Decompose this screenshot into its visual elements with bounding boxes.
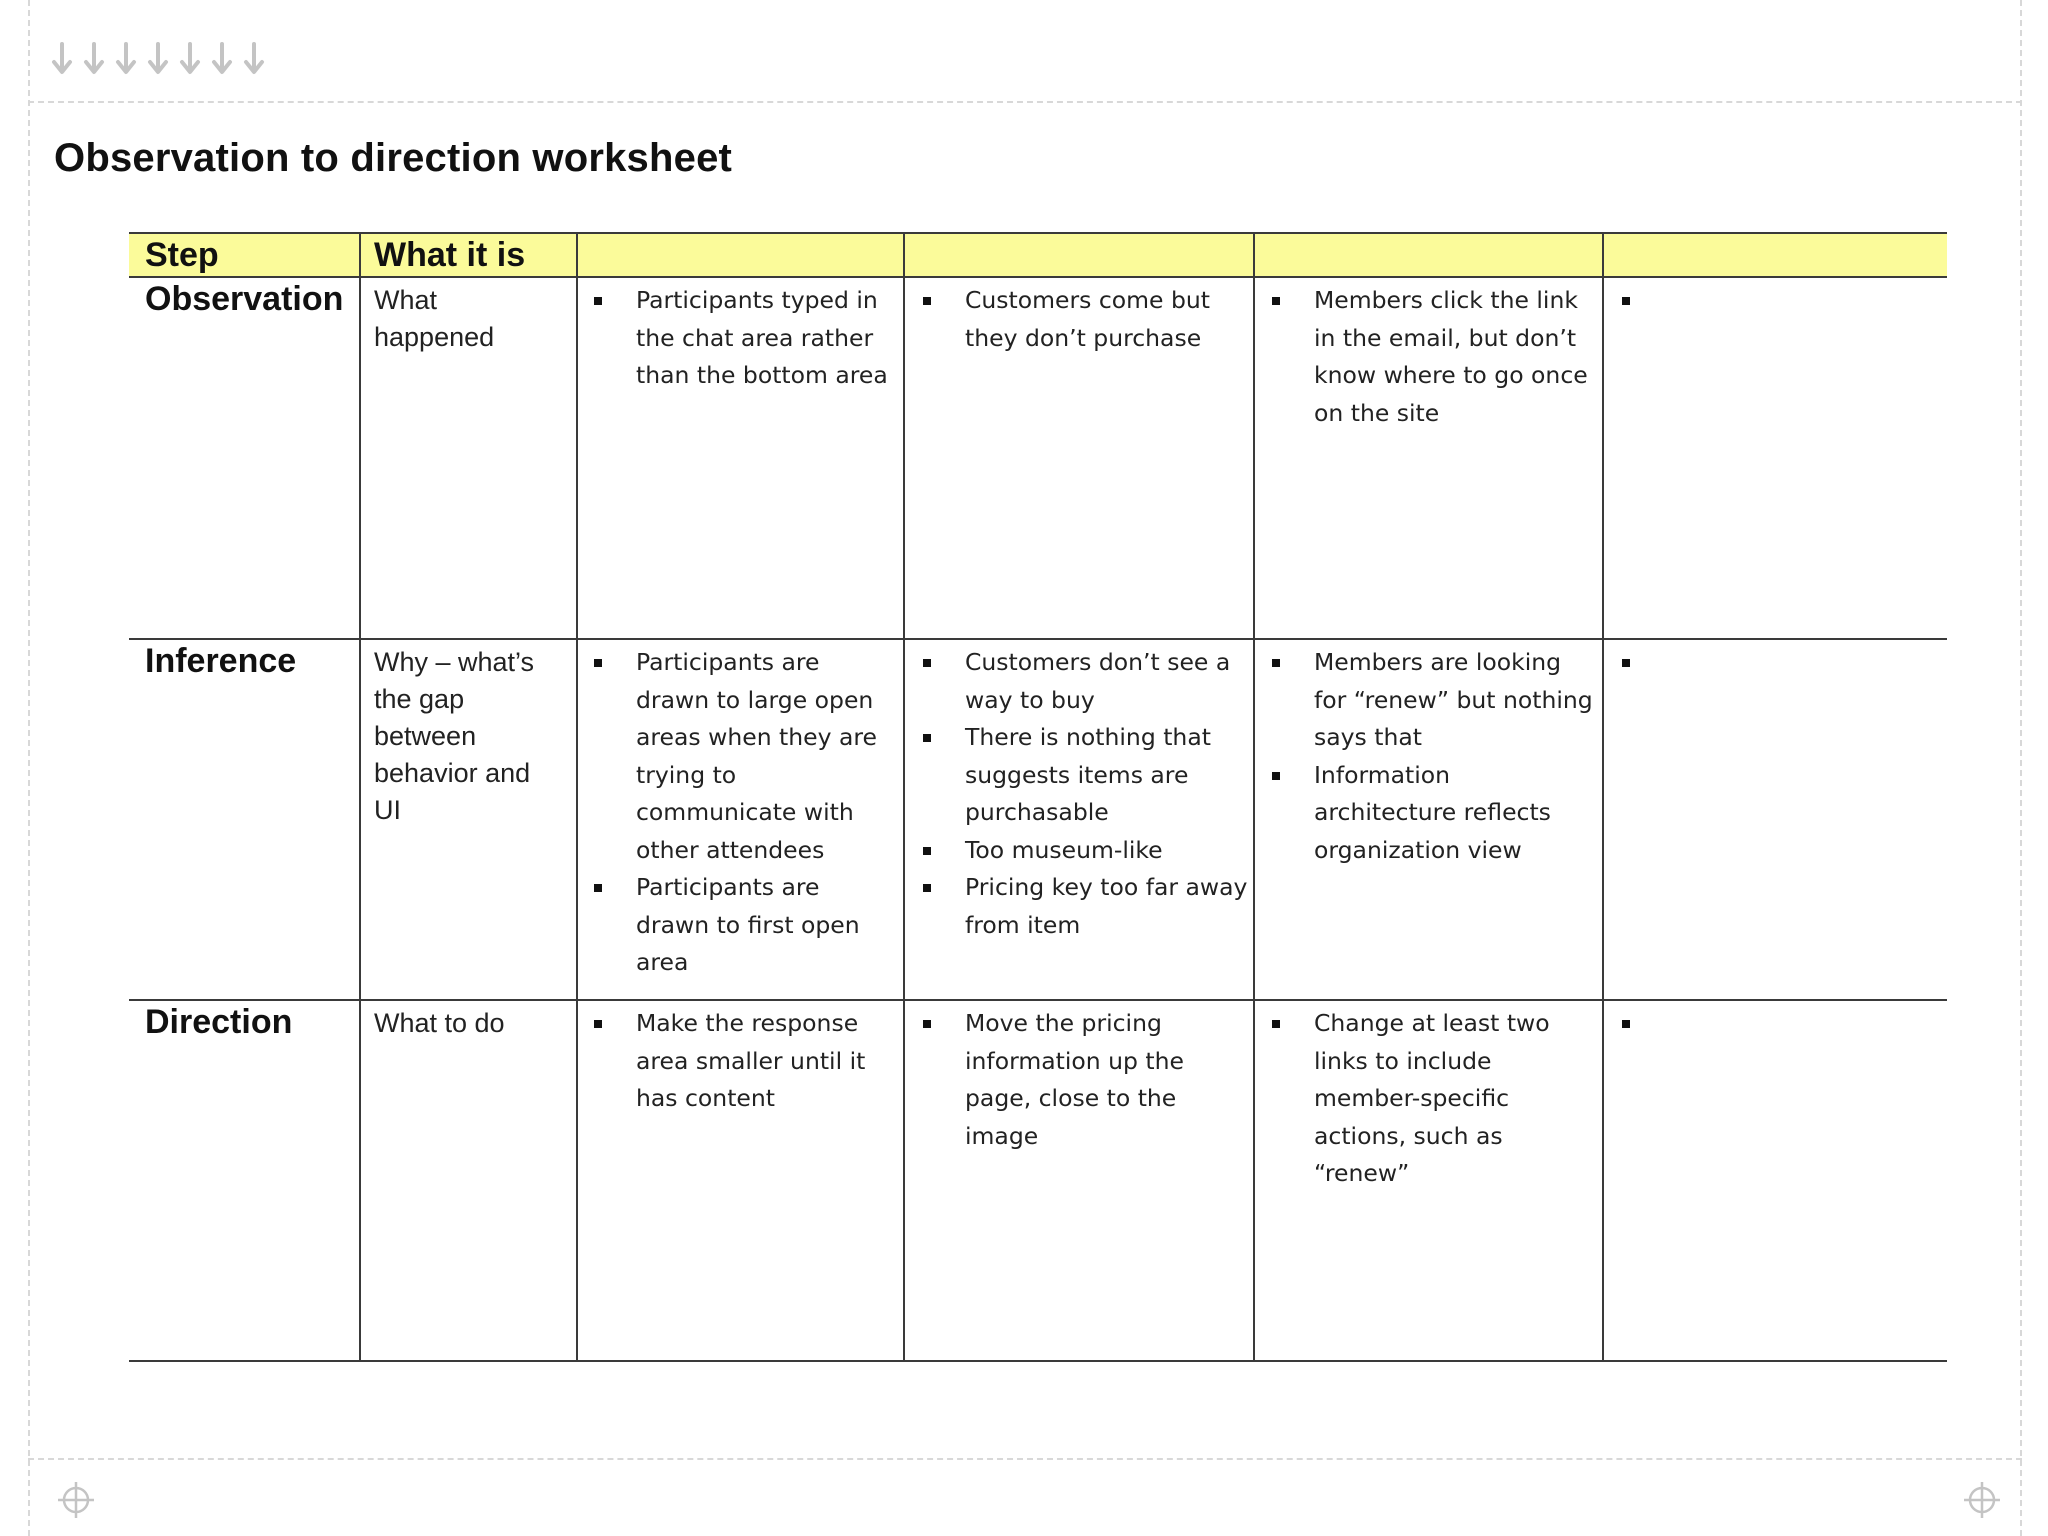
list-item: Members are looking for “renew” but nothing says that [1268, 644, 1598, 757]
tab-stop-arrow-icon[interactable] [114, 42, 138, 76]
worksheet-table [129, 232, 1947, 1362]
bullet-icon [1622, 297, 1630, 305]
cell-inference-2 [919, 644, 1249, 944]
bullet-icon [1272, 1020, 1280, 1028]
bullet-icon [923, 659, 931, 667]
rule-bottom [129, 1360, 1947, 1362]
bullet-icon [594, 297, 602, 305]
list-item: Change at least two links to include member-specific actions, such as “renew” [1268, 1005, 1598, 1193]
rule-row-1 [129, 638, 1947, 640]
crosshair-icon[interactable] [56, 1480, 96, 1520]
list-item: Pricing key too far away from item [919, 869, 1249, 944]
tab-stop-arrow-icon[interactable] [50, 42, 74, 76]
bullet-icon [1622, 659, 1630, 667]
cell-direction-1 [590, 1005, 900, 1118]
rule-row-2 [129, 999, 1947, 1001]
bullet-icon [1272, 297, 1280, 305]
tab-stop-arrow-icon[interactable] [242, 42, 266, 76]
step-direction: Direction [145, 1003, 293, 1041]
bullet-icon [1272, 659, 1280, 667]
guide-top [28, 101, 2022, 103]
list-item: Customers don’t see a way to buy [919, 644, 1249, 719]
what-inference: Why – what’s the gap between behavior and UI [374, 647, 535, 825]
cell-observation-3 [1268, 282, 1598, 432]
header-what-it-is: What it is [374, 236, 526, 274]
tab-stop-arrow-icon[interactable] [178, 42, 202, 76]
cell-inference-1 [590, 644, 900, 982]
rule-header-bottom [129, 276, 1947, 278]
tab-stop-arrow-icon[interactable] [210, 42, 234, 76]
tab-stop-arrow-icon[interactable] [146, 42, 170, 76]
guide-bottom [28, 1458, 2022, 1460]
bullet-icon [923, 847, 931, 855]
step-inference: Inference [145, 642, 297, 680]
cell-direction-3 [1268, 1005, 1598, 1193]
cell-observation-2 [919, 282, 1249, 357]
rule-col-3 [903, 232, 905, 1362]
list-item: There is nothing that suggests items are purchasable [919, 719, 1249, 832]
bullet-icon [923, 884, 931, 892]
rule-col-2 [576, 232, 578, 1362]
list-item: Participants are drawn to large open areas when they are trying to communicate with other attendees [590, 644, 900, 869]
rule-col-4 [1253, 232, 1255, 1362]
what-direction: What to do [374, 1008, 505, 1038]
what-observation: What happened [374, 285, 495, 352]
rule-col-1 [359, 232, 361, 1362]
cell-observation-1 [590, 282, 900, 395]
tab-stop-arrow-icon[interactable] [82, 42, 106, 76]
list-item: Participants are drawn to first open area [590, 869, 900, 982]
header-step: Step [145, 236, 219, 274]
bullet-icon [923, 1020, 931, 1028]
list-item: Make the response area smaller until it has content [590, 1005, 900, 1118]
bullet-icon [923, 734, 931, 742]
rule-top [129, 232, 1947, 234]
bullet-icon [1272, 772, 1280, 780]
tab-stops [50, 42, 266, 76]
list-item: Members click the link in the email, but don’t know where to go once on the site [1268, 282, 1598, 432]
list-item: Too museum-like [919, 832, 1249, 870]
bullet-icon [594, 659, 602, 667]
bullet-icon [923, 297, 931, 305]
rule-col-5 [1602, 232, 1604, 1362]
list-item: Participants typed in the chat area rather than the bottom area [590, 282, 900, 395]
list-item: Customers come but they don’t purchase [919, 282, 1249, 357]
bullet-icon [594, 884, 602, 892]
bullet-icon [594, 1020, 602, 1028]
list-item: Move the pricing information up the page, close to the image [919, 1005, 1249, 1155]
bullet-icon [1622, 1020, 1630, 1028]
step-observation: Observation [145, 280, 344, 318]
cell-direction-2 [919, 1005, 1249, 1155]
crosshair-icon[interactable] [1962, 1480, 2002, 1520]
cell-inference-3 [1268, 644, 1598, 869]
list-item: Information architecture reflects organization view [1268, 757, 1598, 870]
page-title: Observation to direction worksheet [54, 136, 733, 180]
